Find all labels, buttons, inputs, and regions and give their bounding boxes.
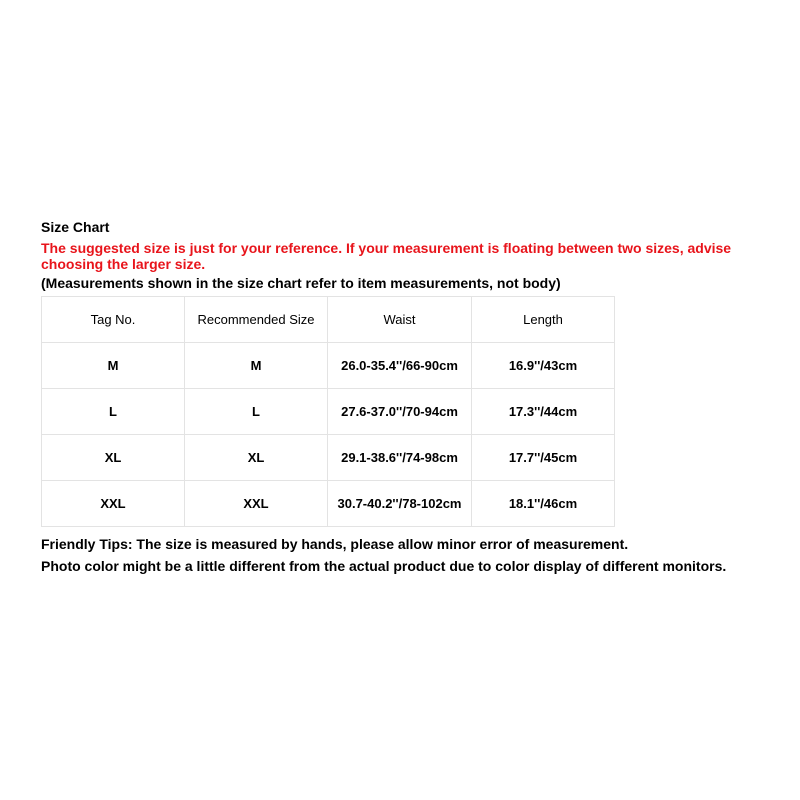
cell-recommended-size: XXL	[185, 481, 328, 527]
cell-recommended-size: M	[185, 343, 328, 389]
size-chart-title: Size Chart	[41, 219, 110, 235]
cell-tag-no: L	[42, 389, 185, 435]
tip-line: Friendly Tips: The size is measured by hands, please allow minor error of measurement.	[41, 536, 629, 552]
header-waist: Waist	[328, 297, 472, 343]
cell-length: 16.9''/43cm	[472, 343, 615, 389]
cell-tag-no: XL	[42, 435, 185, 481]
tip-line: Photo color might be a little different from the actual product due to color display of different monitors.	[41, 558, 727, 574]
cell-length: 17.7''/45cm	[472, 435, 615, 481]
cell-recommended-size: XL	[185, 435, 328, 481]
table-row	[42, 389, 615, 435]
cell-length: 18.1''/46cm	[472, 481, 615, 527]
header-tag-no: Tag No.	[42, 297, 185, 343]
cell-waist: 27.6-37.0''/70-94cm	[328, 389, 472, 435]
cell-waist: 30.7-40.2''/78-102cm	[328, 481, 472, 527]
cell-length: 17.3''/44cm	[472, 389, 615, 435]
size-chart-section	[41, 219, 771, 577]
cell-tag-no: M	[42, 343, 185, 389]
measurement-note: (Measurements shown in the size chart refer to item measurements, not body)	[41, 275, 561, 291]
cell-waist: 26.0-35.4''/66-90cm	[328, 343, 472, 389]
cell-waist: 29.1-38.6''/74-98cm	[328, 435, 472, 481]
table-row	[42, 343, 615, 389]
table-row	[42, 435, 615, 481]
table-header-row	[42, 297, 615, 343]
friendly-tips	[41, 533, 771, 577]
header-length: Length	[472, 297, 615, 343]
header-recommended-size: Recommended Size	[185, 297, 328, 343]
cell-tag-no: XXL	[42, 481, 185, 527]
size-table	[41, 296, 615, 527]
table-row	[42, 481, 615, 527]
cell-recommended-size: L	[185, 389, 328, 435]
size-warning-text: The suggested size is just for your reference. If your measurement is floating between two sizes, advise choosing the larger size.	[41, 240, 732, 272]
